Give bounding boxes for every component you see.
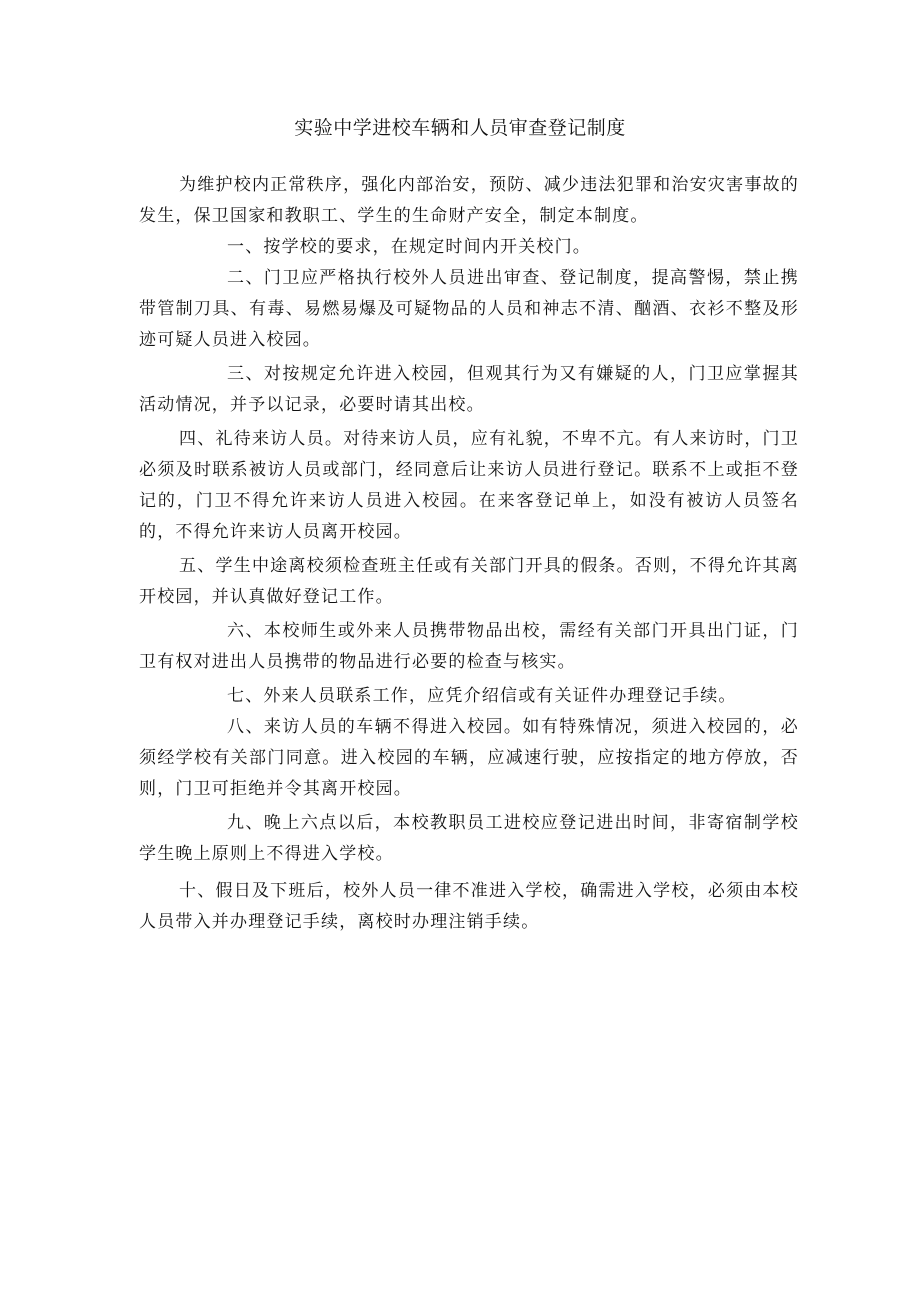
- document-body: [139, 170, 799, 938]
- paragraph-rule-3: 三、对按规定允许进入校园，但观其行为又有嫌疑的人，门卫应掌握其活动情况，并予以记录，必要时请其出校。: [139, 364, 799, 415]
- paragraph-intro: 为维护校内正常秩序，强化内部治安，预防、减少违法犯罪和治安灾害事故的发生，保卫国家和教职工、学生的生命财产安全，制定本制度。: [139, 175, 799, 226]
- paragraph-rule-10: 十、假日及下班后，校外人员一律不准进入学校，确需进入学校，必须由本校人员带入并办理登记手续，离校时办理注销手续。: [139, 881, 799, 932]
- paragraph-rule-8: 八、来访人员的车辆不得进入校园。如有特殊情况，须进入校园的，必须经学校有关部门同意。进入校园的车辆，应减速行驶，应按指定的地方停放，否则，门卫可拒绝并令其离开校园。: [139, 717, 799, 799]
- paragraph-rule-2: 二、门卫应严格执行校外人员进出审查、登记制度，提高警惕，禁止携带管制刀具、有毒、易燃易爆及可疑物品的人员和神志不清、酗酒、衣衫不整及形迹可疑人员进入校园。: [139, 268, 799, 350]
- paragraph-rule-4: 四、礼待来访人员。对待来访人员，应有礼貌，不卑不亢。有人来访时，门卫必须及时联系被访人员或部门，经同意后让来访人员进行登记。联系不上或拒不登记的，门卫不得允许来访人员进入校园。在来客登记单上，如没有被访人员签名的，不得允许来访人员离开校园。: [139, 429, 799, 542]
- document-title: 实验中学进校车辆和人员审查登记制度: [294, 117, 626, 139]
- paragraph-rule-9: 九、晚上六点以后，本校教职员工进校应登记进出时间，非寄宿制学校学生晚上原则上不得进入学校。: [139, 813, 799, 864]
- paragraph-rule-7: 七、外来人员联系工作，应凭介绍信或有关证件办理登记手续。: [227, 686, 737, 706]
- paragraph-rule-6: 六、本校师生或外来人员携带物品出校，需经有关部门开具出门证，门卫有权对进出人员携带的物品进行必要的检查与核实。: [139, 621, 799, 672]
- paragraph-rule-1: 一、按学校的要求，在规定时间内开关校门。: [227, 237, 591, 257]
- paragraph-rule-5: 五、学生中途离校须检查班主任或有关部门开具的假条。否则，不得允许其离开校园，并认真做好登记工作。: [139, 556, 799, 607]
